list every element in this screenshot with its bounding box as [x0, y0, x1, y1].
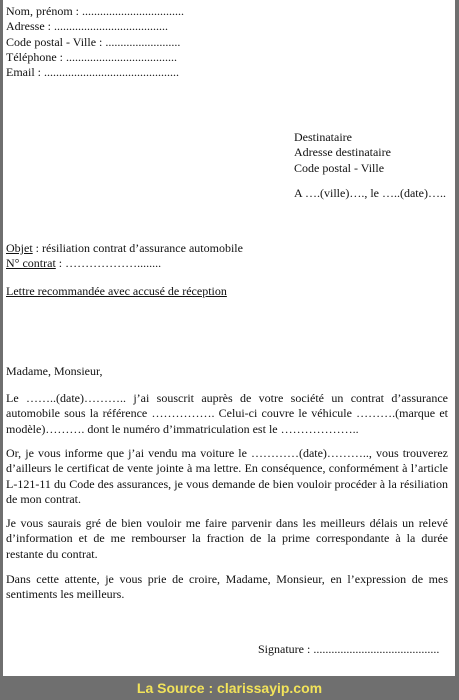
recipient-block — [294, 130, 391, 176]
place-date: A ….(ville)…., le …..(date)….. — [294, 186, 446, 200]
signature-line: Signature : .......................................... — [258, 642, 440, 656]
sender-phone: Téléphone : ..................................... — [6, 50, 177, 65]
paragraph-1: Le ……..(date)……….. j’ai souscrit auprès de votre société un contrat d’assurance automobile sous la référence ……………. Celui-ci couvre le véhicule ……….(marque et modèle)………. dont le numéro d’immatriculation est le ……………….. — [6, 391, 448, 436]
sender-block — [6, 4, 184, 81]
letter-page — [3, 0, 455, 676]
sender-address: Adresse : ...................................... — [6, 19, 168, 34]
sender-postal: Code postal - Ville : ......................... — [6, 34, 181, 49]
paragraph-4: Dans cette attente, je vous prie de croire, Madame, Monsieur, en l’expression de mes sentiments les meilleurs. — [6, 572, 448, 602]
recipient-postal: Code postal - Ville — [294, 160, 385, 175]
footer-site-link[interactable]: clarissayip.com — [217, 680, 323, 696]
footer-prefix: La Source : — [136, 680, 218, 696]
contract-line — [6, 256, 243, 271]
object-text: : résiliation contrat d’assurance automobile — [32, 241, 243, 255]
contract-label: N° contrat — [6, 256, 56, 271]
contract-text: : ………………........ — [55, 256, 162, 271]
salutation: Madame, Monsieur, — [6, 364, 103, 378]
object-block — [6, 241, 243, 272]
object-line — [6, 241, 243, 256]
source-footer — [0, 676, 459, 700]
paragraph-2: Or, je vous informe que j’ai vendu ma voiture le …………(date)……….., vous trouverez d’ailleurs le certificat de vente jointe à ma lettre. En conséquence, conformément à l’article L-121-11 du Code des assurances, je vous demande de bien vouloir procéder à la résiliation de mon contrat. — [6, 446, 448, 507]
recipient-name: Destinataire — [294, 130, 352, 144]
object-label: Objet — [6, 241, 33, 255]
paragraph-3: Je vous saurais gré de bien vouloir me faire parvenir dans les meilleurs délais un relevé d’information et de me rembourser la fraction de la prime correspondante à la durée restante du contrat. — [6, 516, 448, 561]
registered-mail-note: Lettre recommandée avec accusé de réception — [6, 284, 227, 298]
recipient-address: Adresse destinataire — [294, 145, 391, 160]
sender-email: Email : ............................................. — [6, 65, 179, 80]
sender-name: Nom, prénom : .................................. — [6, 4, 184, 18]
